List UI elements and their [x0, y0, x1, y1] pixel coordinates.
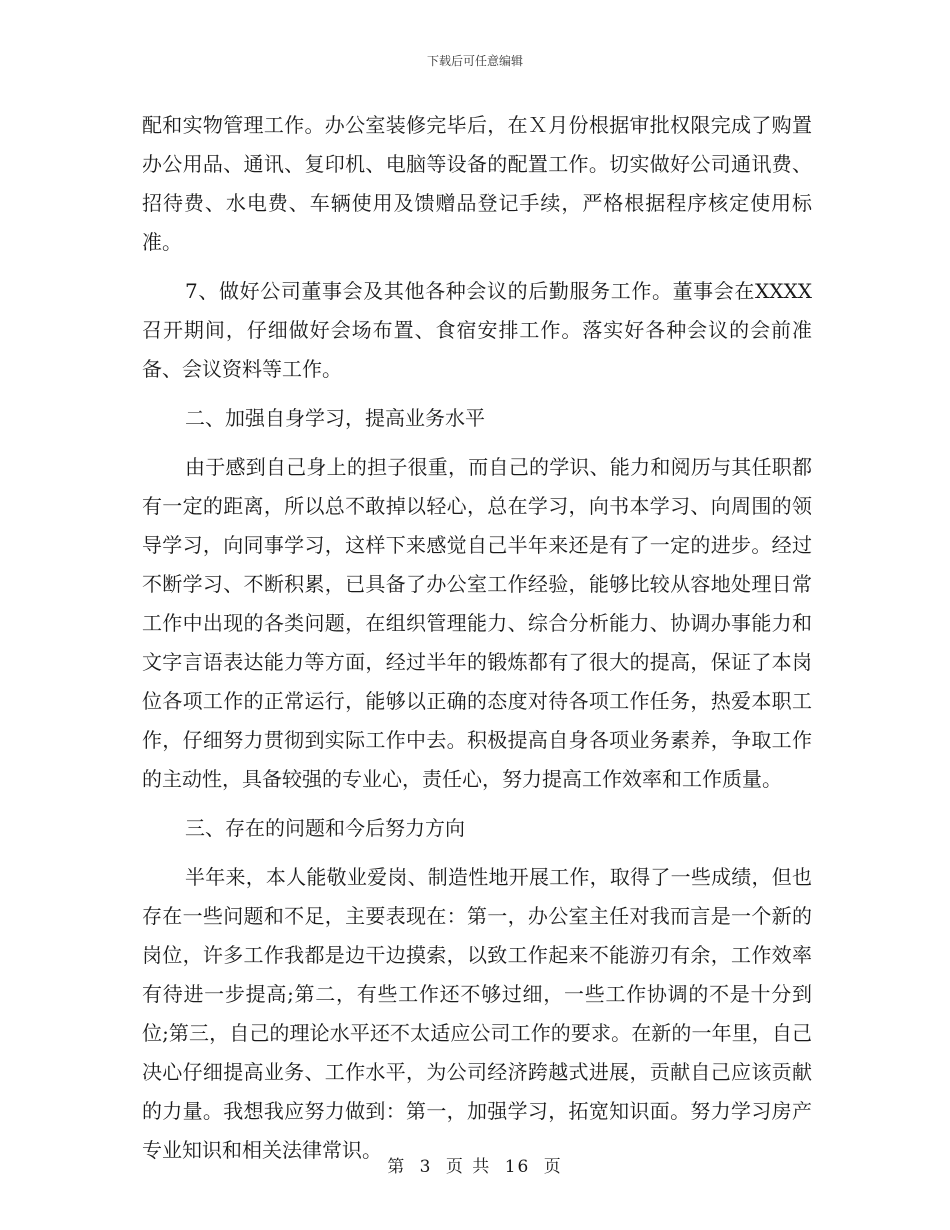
page-header: 下载后可任意编辑: [426, 54, 523, 68]
page-footer: [0, 1152, 950, 1177]
page-label-prefix: 第: [387, 1157, 407, 1177]
paragraph-self-study: 由于感到自己身上的担子很重，而自己的学识、能力和阅历与其任职都有一定的距离，所以总不敢掉以轻心，总在学习，向书本学习、向周围的领导学习，向同事学习，这样下来感觉自己半年来还是有了一定的进步。经过不断学习、不断积累，已具备了办公室工作经验，能够比较从容地处理日常工作中出现的各类问题，在组织管理能力、综合分析能力、协调办事能力和文字言语表达能力等方面，经过半年的锻炼都有了很大的提高，保证了本岗位各项工作的正常运行，能够以正确的态度对待各项工作任务，热爱本职工作，仔细努力贯彻到实际工作中去。积极提高自身各项业务素养，争取工作的主动性，具备较强的专业心，责任心，努力提高工作效率和工作质量。: [142, 455, 812, 791]
section-heading-3: 三、存在的问题和今后努力方向: [185, 816, 465, 840]
page-label-suffix: 页: [543, 1157, 563, 1177]
page-number: 3: [419, 1157, 433, 1177]
page-label-mid: 页 共: [445, 1157, 492, 1177]
section-heading-2: 二、加强自身学习，提高业务水平: [185, 406, 485, 430]
document-body: [142, 106, 812, 1180]
paragraph-item-7: 7、做好公司董事会及其他各种会议的后勤服务工作。董事会在XXXX召开期间，仔细做好会场布置、食宿安排工作。落实好各种会议的会前准备、会议资料等工作。: [142, 279, 812, 381]
total-pages: 16: [504, 1157, 531, 1177]
paragraph-continued: 配和实物管理工作。办公室装修完毕后，在Ｘ月份根据审批权限完成了购置办公用品、通讯、复印机、电脑等设备的配置工作。切实做好公司通讯费、招待费、水电费、车辆使用及馈赠品登记手续，严格根据程序核定使用标准。: [142, 113, 812, 254]
paragraph-problems: 半年来，本人能敬业爱岗、制造性地开展工作，取得了一些成绩，但也存在一些问题和不足，主要表现在：第一，办公室主任对我而言是一个新的岗位，许多工作我都是边干边摸索，以致工作起来不能游刃有余，工作效率有待进一步提高;第二，有些工作还不够过细，一些工作协调的不是十分到位;第三，自己的理论水平还不太适应公司工作的要求。在新的一年里，自己决心仔细提高业务、工作水平，为公司经济跨越式进展，贡献自己应该贡献的力量。我想我应努力做到：第一，加强学习，拓宽知识面。努力学习房产专业知识和相关法律常识。: [142, 865, 812, 1162]
